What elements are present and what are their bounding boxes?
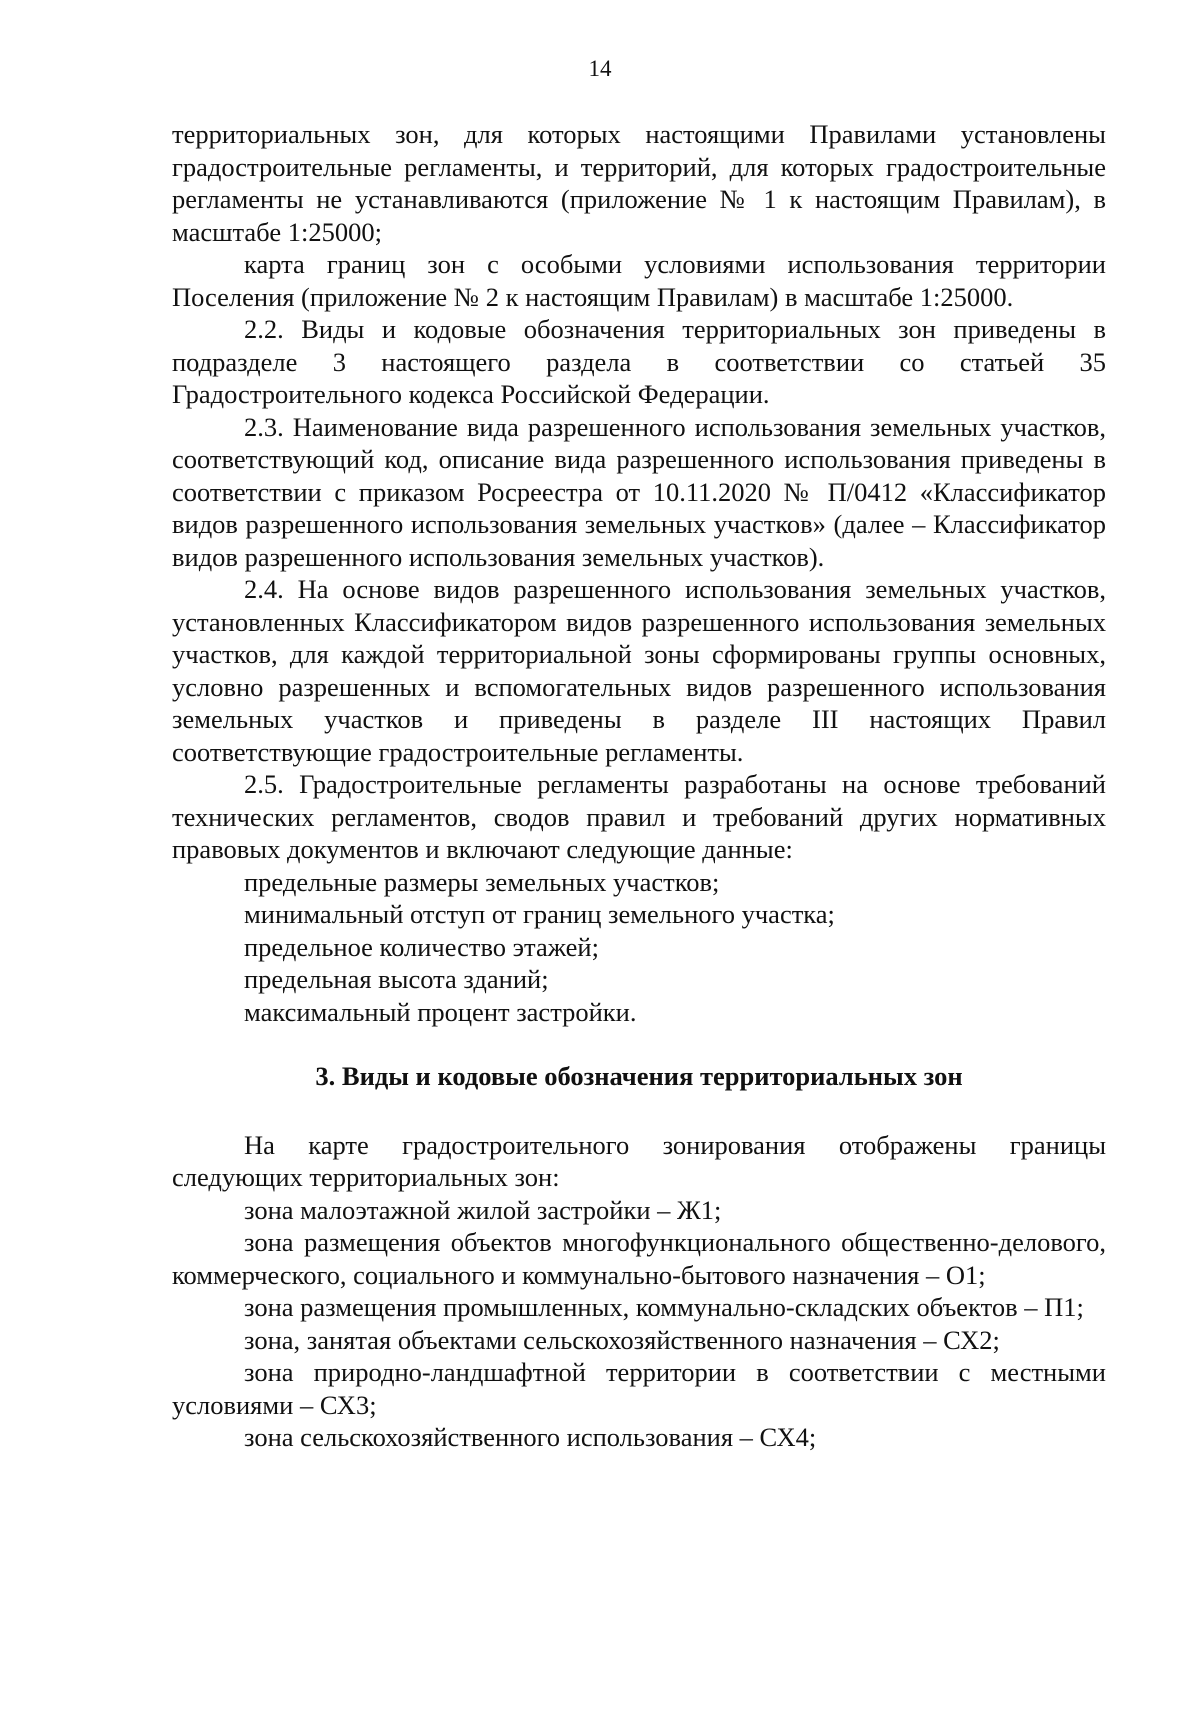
paragraph-2-2: 2.2. Виды и кодовые обозначения территориальных зон приведены в подразделе 3 настоящего раздела в соответствии со статьей 35 Градостроительного кодекса Российской Федерации. [172,314,1106,409]
regulation-item: минимальный отступ от границ земельного участка; [244,899,835,929]
section-heading: 3. Виды и кодовые обозначения территориальных зон [315,1061,963,1091]
zone-item: зона природно-ландшафтной территории в соответствии с местными условиями – СХ3; [172,1357,1106,1420]
zone-item: зона малоэтажной жилой застройки – Ж1; [244,1194,722,1225]
zones-intro: На карте градостроительного зонирования отображены границы следующих территориальных зон: [172,1129,1106,1192]
paragraph-2-5: 2.5. Градостроительные регламенты разработаны на основе требований технических регламентов, сводов правил и требований других нормативных правовых документов и включают следующие данные: [172,769,1106,864]
regulation-item: предельные размеры земельных участков; [244,866,720,897]
page-number: 14 [588,56,612,81]
paragraph-2-4: 2.4. На основе видов разрешенного использования земельных участков, установленных Классификатором видов разрешенного использования земельных участков, для каждой территориальной зоны сформированы группы основных, условно разрешенных и вспомогательных видов разрешенного использования земельных участков и приведены в разделе III настоящих Правил соответствующие градостроительные регламенты. [172,574,1106,767]
zone-item: зона сельскохозяйственного использования – СХ4; [244,1422,817,1452]
paragraph-continuation: территориальных зон, для которых настоящими Правилами установлены градостроительные регламенты, и территорий, для которых градостроительные регламенты не устанавливаются (приложение № 1 к настоящим Правилам), в масштабе 1:25000; [172,119,1106,247]
regulation-item: предельная высота зданий; [244,964,549,994]
paragraph-2-3: 2.3. Наименование вида разрешенного использования земельных участков, соответствующий код, описание вида разрешенного использования приведены в соответствии с приказом Росреестра от 10.11.2020 № П/0412 «Классификатор видов разрешенного использования земельных участков» (далее – Классификатор видов разрешенного использования земельных участков). [172,411,1106,572]
zone-item: зона, занятая объектами сельскохозяйственного назначения – СХ2; [244,1324,1000,1355]
document-body [172,118,1106,1454]
zone-item: зона размещения объектов многофункционального общественно-делового, коммерческого, социального и коммунально-бытового назначения – О1; [172,1227,1106,1290]
regulation-item: максимальный процент застройки. [244,996,637,1027]
regulation-item: предельное количество этажей; [244,931,599,962]
paragraph-map-zones: карта границ зон с особыми условиями использования территории Поселения (приложение № 2 к настоящим Правилам) в масштабе 1:25000. [172,249,1106,312]
zone-item: зона размещения промышленных, коммунально-складских объектов – П1; [244,1292,1084,1322]
